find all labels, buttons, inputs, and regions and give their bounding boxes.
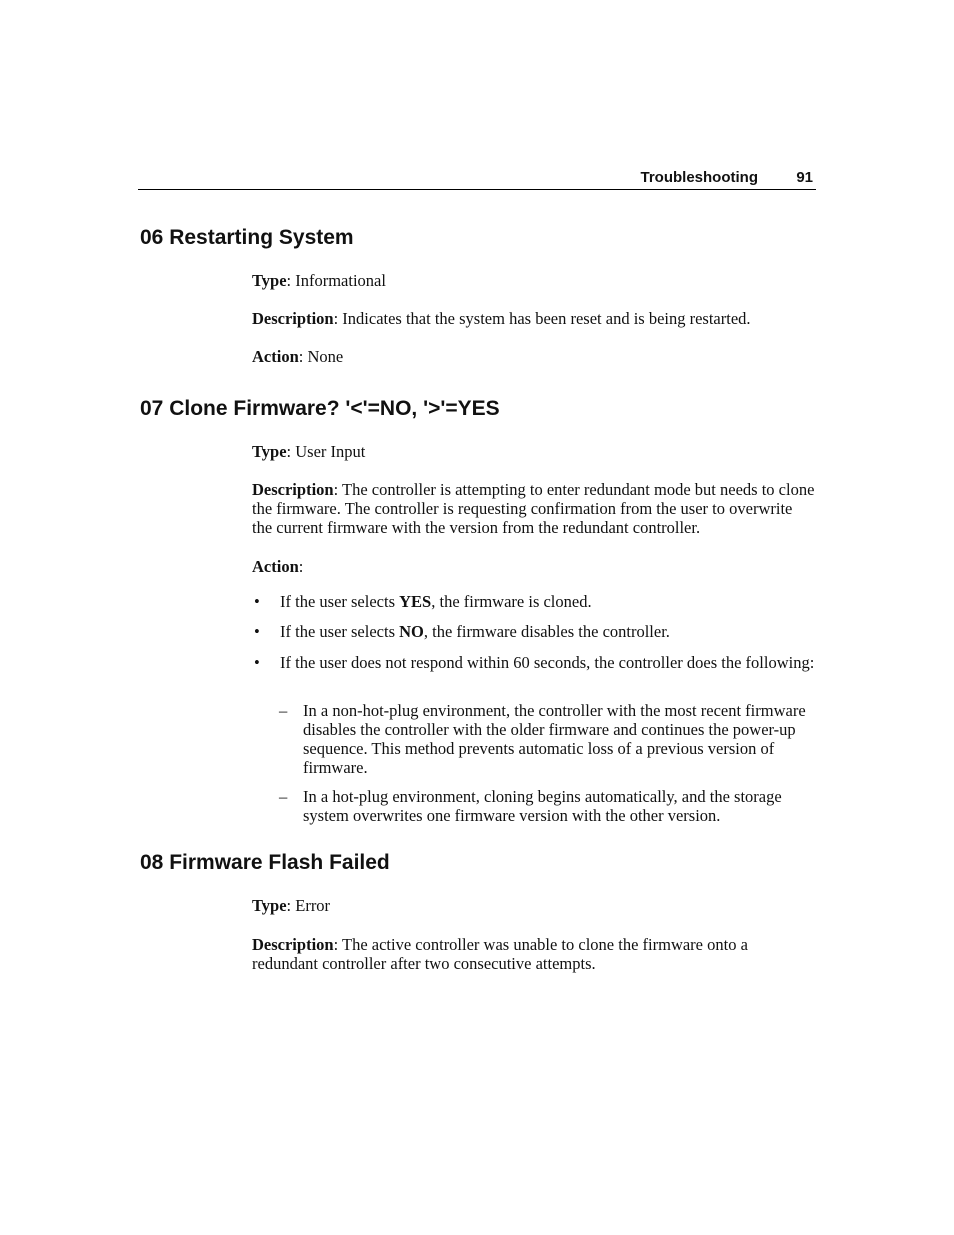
description-value: : Indicates that the system has been reset and is being restarted. — [333, 309, 751, 328]
type-value: : Informational — [286, 271, 386, 290]
list-item-emphasis: NO — [399, 622, 424, 641]
page-header — [138, 168, 816, 190]
type-line — [252, 896, 816, 915]
action-value: : — [298, 557, 304, 576]
action-line — [252, 347, 816, 366]
description-label: Description — [252, 309, 334, 328]
sub-list-item: In a hot-plug environment, cloning begins automatically, and the storage system overwrites one firmware version with the other version. — [303, 787, 782, 825]
type-value: : Error — [286, 896, 331, 915]
list-item — [280, 622, 816, 641]
page-number: 91 — [796, 169, 813, 186]
description-paragraph — [252, 309, 816, 328]
header-section-title: Troubleshooting — [640, 169, 758, 186]
dash-icon: – — [279, 787, 288, 806]
bullet-icon: • — [254, 592, 260, 611]
section-heading-08: 08 Firmware Flash Failed — [140, 851, 390, 874]
type-label: Type — [252, 442, 287, 461]
dash-icon: – — [279, 701, 288, 720]
list-item-emphasis: YES — [399, 592, 432, 611]
action-line — [252, 557, 816, 576]
section-heading-07: 07 Clone Firmware? '<'=NO, '>'=YES — [140, 397, 500, 420]
description-paragraph — [252, 480, 816, 537]
description-label: Description — [252, 480, 334, 499]
list-item-text: If the user selects — [280, 592, 400, 611]
action-value: : None — [298, 347, 344, 366]
type-label: Type — [252, 896, 287, 915]
description-value: : The active controller was unable to clone the firmware onto a redundant controller after two consecutive attempts. — [252, 935, 748, 973]
list-item-text: , the firmware disables the controller. — [423, 622, 670, 641]
section-heading-06: 06 Restarting System — [140, 226, 354, 249]
description-paragraph — [252, 935, 816, 973]
description-value: : The controller is attempting to enter redundant mode but needs to clone the firmware. The controller is requesting confirmation from the user to overwrite the current firmware with the version from the redundant controller. — [252, 480, 815, 537]
list-item: If the user does not respond within 60 seconds, the controller does the following: — [280, 653, 815, 672]
sub-list-item: In a non-hot-plug environment, the controller with the most recent firmware disables the controller with the older firmware and continues the power-up sequence. This method prevents automatic loss of a previous version of firmware. — [303, 701, 806, 777]
bullet-icon: • — [254, 622, 260, 641]
action-label: Action — [252, 557, 299, 576]
bullet-icon: • — [254, 653, 260, 672]
action-label: Action — [252, 347, 299, 366]
list-item-text: If the user selects — [280, 622, 400, 641]
description-label: Description — [252, 935, 334, 954]
list-item-text: , the firmware is cloned. — [431, 592, 592, 611]
list-item — [280, 592, 816, 611]
type-value: : User Input — [286, 442, 366, 461]
type-line — [252, 442, 816, 461]
type-label: Type — [252, 271, 287, 290]
type-line — [252, 271, 816, 290]
